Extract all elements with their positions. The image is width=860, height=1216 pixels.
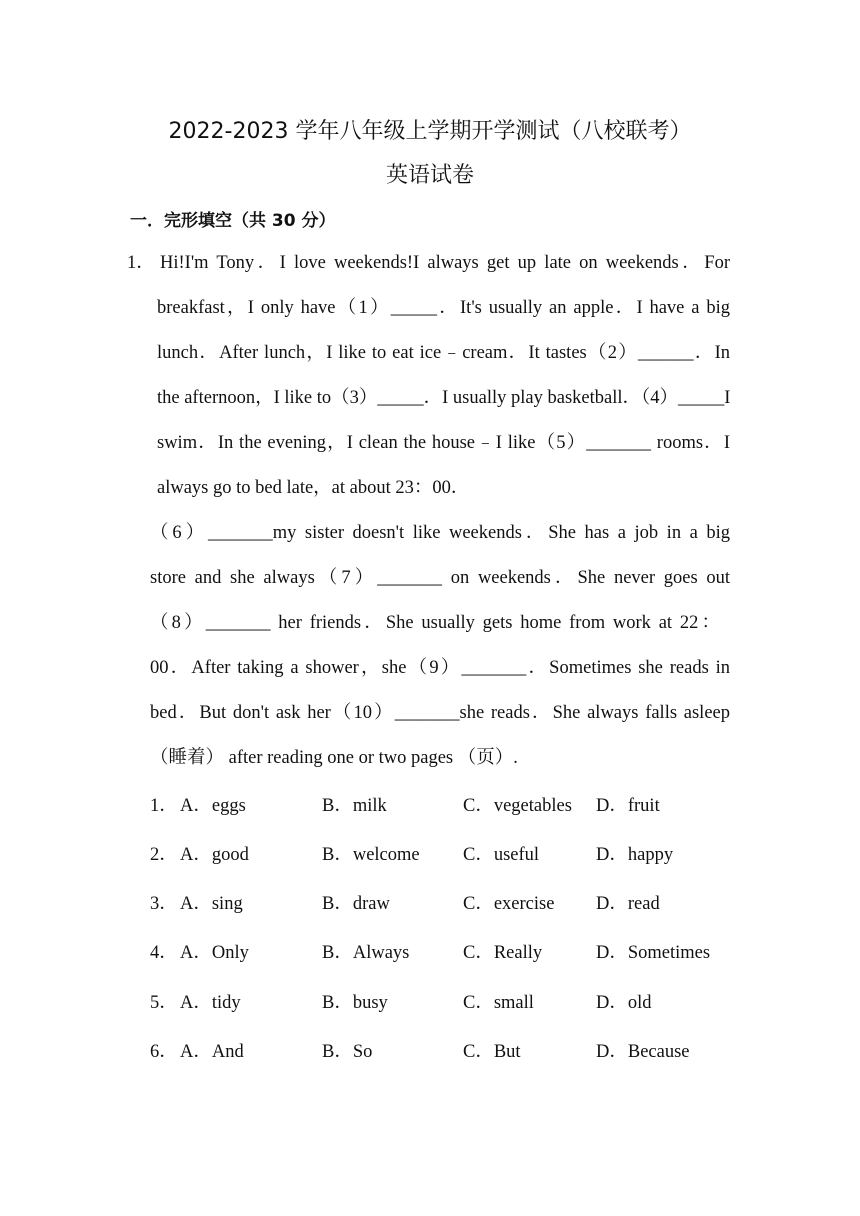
option-b[interactable]: B．So — [322, 1042, 373, 1062]
option-b[interactable]: B．busy — [322, 993, 388, 1013]
option-row-4 — [0, 941, 860, 967]
option-c[interactable]: C．exercise — [463, 894, 555, 914]
passage-line: always go to bed late，at about 23：00． — [157, 478, 470, 498]
option-row-2 — [0, 843, 860, 869]
option-number: 6． — [150, 1042, 178, 1062]
option-d[interactable]: D．Sometimes — [596, 943, 711, 963]
option-b[interactable]: B．draw — [322, 894, 390, 914]
option-b[interactable]: B．Always — [322, 943, 410, 963]
option-a[interactable]: A．tidy — [180, 993, 241, 1013]
option-a[interactable]: A．sing — [180, 894, 243, 914]
option-a[interactable]: A．And — [180, 1042, 244, 1062]
option-number: 5． — [150, 993, 178, 1013]
option-d[interactable]: D．happy — [596, 845, 674, 865]
option-row-6 — [0, 1040, 860, 1066]
option-row-5 — [0, 991, 860, 1017]
option-number: 1． — [150, 796, 178, 816]
option-c[interactable]: C．small — [463, 993, 534, 1013]
passage-line: swim．In the evening，I clean the house﹣I like（5）_______ rooms．I — [157, 433, 730, 453]
passage-line: breakfast，I only have（1）_____．It's usually an apple．I have a big — [157, 298, 730, 318]
question-number: 1． — [127, 253, 155, 273]
option-c[interactable]: C．vegetables — [463, 796, 572, 816]
passage-line: （睡着） after reading one or two pages （页）. — [150, 748, 518, 768]
passage-line: store and she always（7）_______ on weekends．She never goes out — [150, 568, 730, 588]
option-a[interactable]: A．good — [180, 845, 249, 865]
section-heading: 一．完形填空（共 30 分） — [130, 211, 336, 231]
option-b[interactable]: B．welcome — [322, 845, 420, 865]
option-a[interactable]: A．eggs — [180, 796, 246, 816]
option-c[interactable]: C．Really — [463, 943, 543, 963]
option-d[interactable]: D．Because — [596, 1042, 690, 1062]
option-a[interactable]: A．Only — [180, 943, 249, 963]
option-number: 2． — [150, 845, 178, 865]
option-d[interactable]: D．read — [596, 894, 660, 914]
option-c[interactable]: C．But — [463, 1042, 521, 1062]
passage-line: lunch．After lunch，I like to eat ice﹣cream．It tastes（2）______．In — [157, 343, 730, 363]
option-row-1 — [0, 794, 860, 820]
option-row-3 — [0, 892, 860, 918]
option-c[interactable]: C．useful — [463, 845, 540, 865]
option-d[interactable]: D．fruit — [596, 796, 660, 816]
passage-line: bed．But don't ask her（10）_______she reads．She always falls asleep — [150, 703, 730, 723]
option-d[interactable]: D．old — [596, 993, 652, 1013]
option-number: 4． — [150, 943, 178, 963]
exam-subtitle: 英语试卷 — [385, 163, 474, 188]
option-b[interactable]: B．milk — [322, 796, 387, 816]
passage-line: 00．After taking a shower，she（9）_______．Sometimes she reads in — [150, 658, 730, 678]
passage-line: Hi!I'm Tony．I love weekends!I always get up late on weekends．For — [160, 253, 730, 273]
passage-line: （6）_______my sister doesn't like weekends．She has a job in a big — [150, 523, 730, 543]
option-number: 3． — [150, 894, 178, 914]
exam-title: 2022-2023 学年八年级上学期开学测试（八校联考） — [168, 119, 692, 144]
passage-line: （8）_______ her friends．She usually gets home from work at 22： — [150, 613, 720, 633]
passage-line: the afternoon，I like to（3）_____．I usually play basketball．（4）_____I — [157, 388, 731, 408]
